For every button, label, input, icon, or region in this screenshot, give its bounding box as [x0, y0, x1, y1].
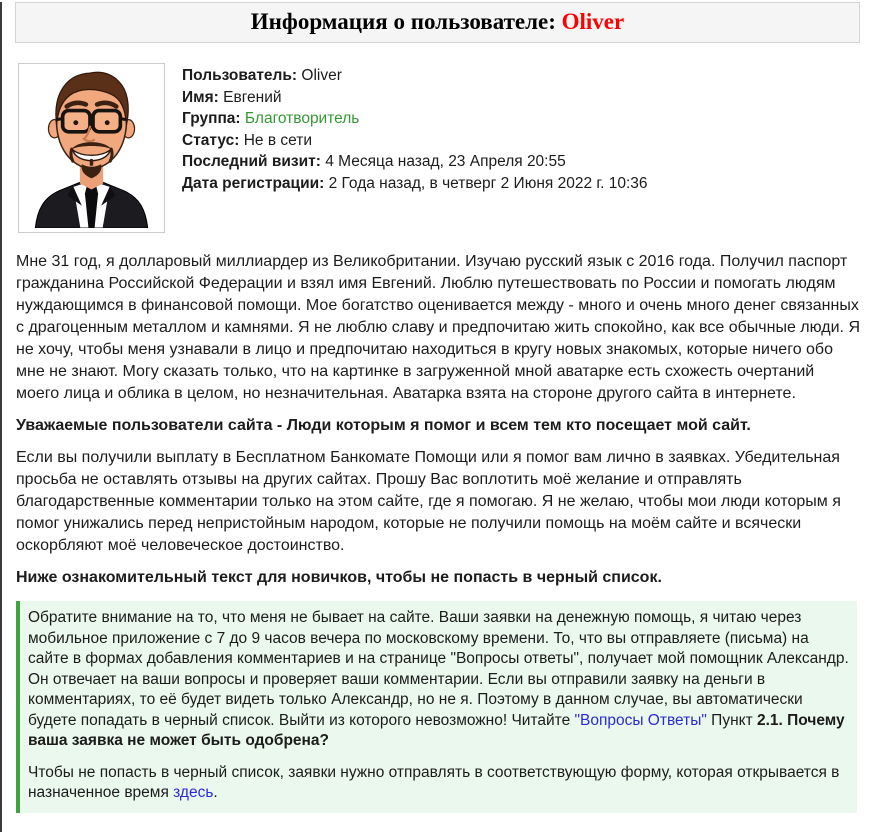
field-last-visit [182, 151, 648, 173]
avatar [18, 63, 165, 233]
field-value: 2 Года назад, в четверг 2 Июня 2022 г. 10:36 [328, 174, 648, 192]
field-label: Группа: [182, 110, 241, 127]
about-paragraph: Мне 31 год, я долларовый миллиардер из Великобритании. Изучаю русский язык с 2016 года. Получил паспорт гражданина Российской Федерации и взял имя Евгений. Люблю путешествовать по России и помогать людям нуждающимся в финансовой помощи. Мое богатство оценивается между - много и очень много денег связанных с драгоценным металлом и камнями. Я не люблю славу и предпочитаю жить спокойно, как все обычные люди. Я не хочу, чтобы меня узнавали в лицо и предпочитаю находиться в кругу новых знакомых, которые ничего обо мне не знают. Могу сказать только, что на картинке в загруженной мной аватарке есть схожесть очертаний моего лица и облика в целом, но незначительная. Аватарка взята на стороне другого сайта в интернете. [16, 253, 860, 402]
field-label: Статус: [182, 131, 240, 149]
field-status [182, 130, 648, 152]
notice-paragraph-1 [28, 608, 849, 752]
notice-text-1: Обратите внимание на то, что меня не бывает на сайте. Ваши заявки на денежную помощь, я читаю через мобильное приложение с 7 до 9 часов вечера по московскому времени. То, что вы отправляете (письма) на сайте в формах добавления комментариев и на странице "Вопросы ответы", получает мой помощник Александр. Он отвечает на ваши вопросы и проверяет ваши комментарии. Если вы отправили заявку на деньги в комментариях, то её будет видеть только Александр, но не я. Поэтому в данном случае, вы автоматически будете попадать в черный список. Выйти из которого невозможно! Читайте [28, 609, 849, 729]
field-name [182, 87, 648, 109]
page-title-username: Oliver [561, 9, 625, 34]
field-value: Евгений [223, 88, 282, 106]
field-group [182, 108, 648, 130]
field-label: Пользователь: [182, 67, 298, 84]
request-paragraph: Если вы получили выплату в Бесплатном Банкомате Помощи или я помог вам лично в заявках. Убедительная просьба не оставлять отзывы на других сайтах. Прошу Вас воплотить моё желание и отправлять благодарственные комментарии только на этом сайте, где я помогаю. Я не желаю, чтобы мои люди которым я помог унижались перед непристойным народом, которые не получили помощь на моём сайте и всячески оскорбляют моё человеческое достоинство. [16, 449, 841, 554]
field-label: Последний визит: [182, 153, 321, 170]
field-label: Имя: [182, 88, 219, 106]
page-title-text: Информация о пользователе: [250, 9, 562, 34]
notice-text-mid: Пункт [706, 711, 757, 729]
here-link[interactable]: здесь [173, 784, 214, 801]
notice-box [16, 601, 857, 813]
page-header [15, 2, 860, 43]
notice-paragraph-2 [28, 763, 849, 804]
notice-point-bold: 2.1. Почему ваша заявка не может быть одобрена? [28, 711, 845, 749]
avatar-image [23, 68, 160, 228]
field-value: 4 Месяца назад, 23 Апреля 20:55 [325, 153, 566, 170]
field-value: Oliver [301, 67, 342, 84]
faq-link[interactable]: "Вопросы Ответы" [574, 711, 707, 729]
newbie-heading: Ниже ознакомительный текст для новичков, чтобы не попасть в черный список. [16, 569, 662, 586]
about-section [16, 251, 860, 589]
page-title [24, 9, 851, 35]
field-username [182, 65, 648, 87]
field-registration-date [182, 173, 648, 195]
profile-page [0, 2, 875, 832]
field-value-group: Благотворитель [244, 110, 360, 127]
field-value: Не в сети [243, 131, 312, 149]
profile-section [18, 63, 860, 233]
notice-text-2: Чтобы не попасть в черный список, заявки нужно отправлять в соответствующую форму, которая открывается в назначенное время [28, 763, 840, 801]
greeting-heading: Уважаемые пользователи сайта - Люди которым я помог и всем тем кто посещает мой сайт. [16, 417, 751, 434]
profile-fields [182, 63, 648, 194]
notice-text-end: . [213, 784, 218, 801]
field-label: Дата регистрации: [182, 174, 325, 192]
